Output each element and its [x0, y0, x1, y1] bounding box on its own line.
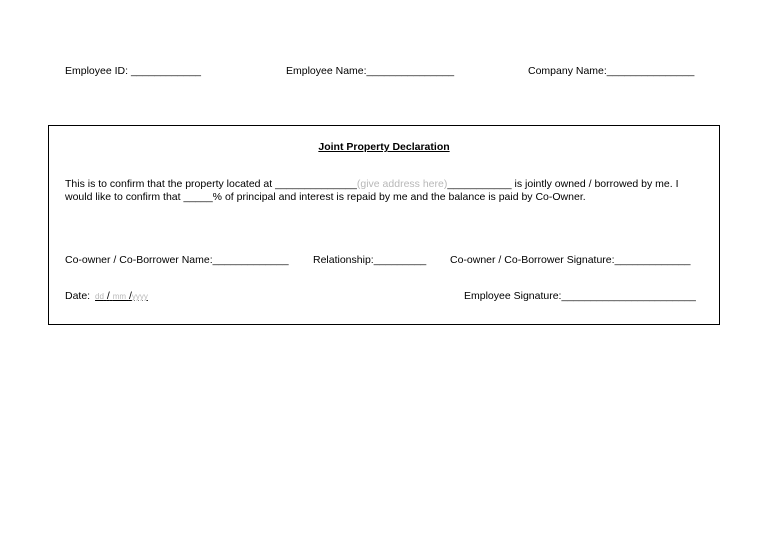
date-month-placeholder: mm — [112, 292, 127, 301]
address-blank-left: ______________ — [275, 178, 357, 190]
date-label: Date: — [65, 290, 91, 302]
employee-id-field: Employee ID: ____________ — [65, 65, 202, 77]
declaration-paragraph — [65, 178, 705, 204]
line2-prefix: would like to confirm that — [65, 191, 181, 203]
employee-signature-field: Employee Signature:_______________________ — [464, 290, 696, 302]
coowner-name-field: Co-owner / Co-Borrower Name:_____________ — [65, 254, 289, 266]
date-year-placeholder: yyyy — [131, 292, 148, 301]
date-field — [65, 290, 148, 302]
coowner-signature-field: Co-owner / Co-Borrower Signature:_____________ — [450, 254, 691, 266]
line1-suffix: is jointly owned / borrowed by me. I — [514, 178, 679, 190]
date-separator-2: / — [128, 290, 132, 302]
employee-name-field: Employee Name:_______________ — [286, 65, 455, 77]
date-day-placeholder: dd — [95, 292, 104, 301]
line2-suffix: of principal and interest is repaid by me and the balance is paid by Co-Owner. — [224, 191, 586, 203]
declaration-line-1 — [65, 178, 705, 191]
address-blank-right: ___________ — [447, 178, 512, 190]
address-placeholder: (give address here) — [356, 178, 448, 190]
date-value — [95, 290, 148, 302]
percent-blank: _____% — [183, 191, 223, 203]
relationship-field: Relationship:_________ — [313, 254, 427, 266]
date-separator-1: / — [106, 290, 110, 302]
declaration-line-2 — [65, 191, 705, 204]
line1-prefix: This is to confirm that the property located at — [65, 178, 273, 190]
company-name-field: Company Name:_______________ — [528, 65, 695, 77]
declaration-title: Joint Property Declaration — [318, 141, 450, 153]
